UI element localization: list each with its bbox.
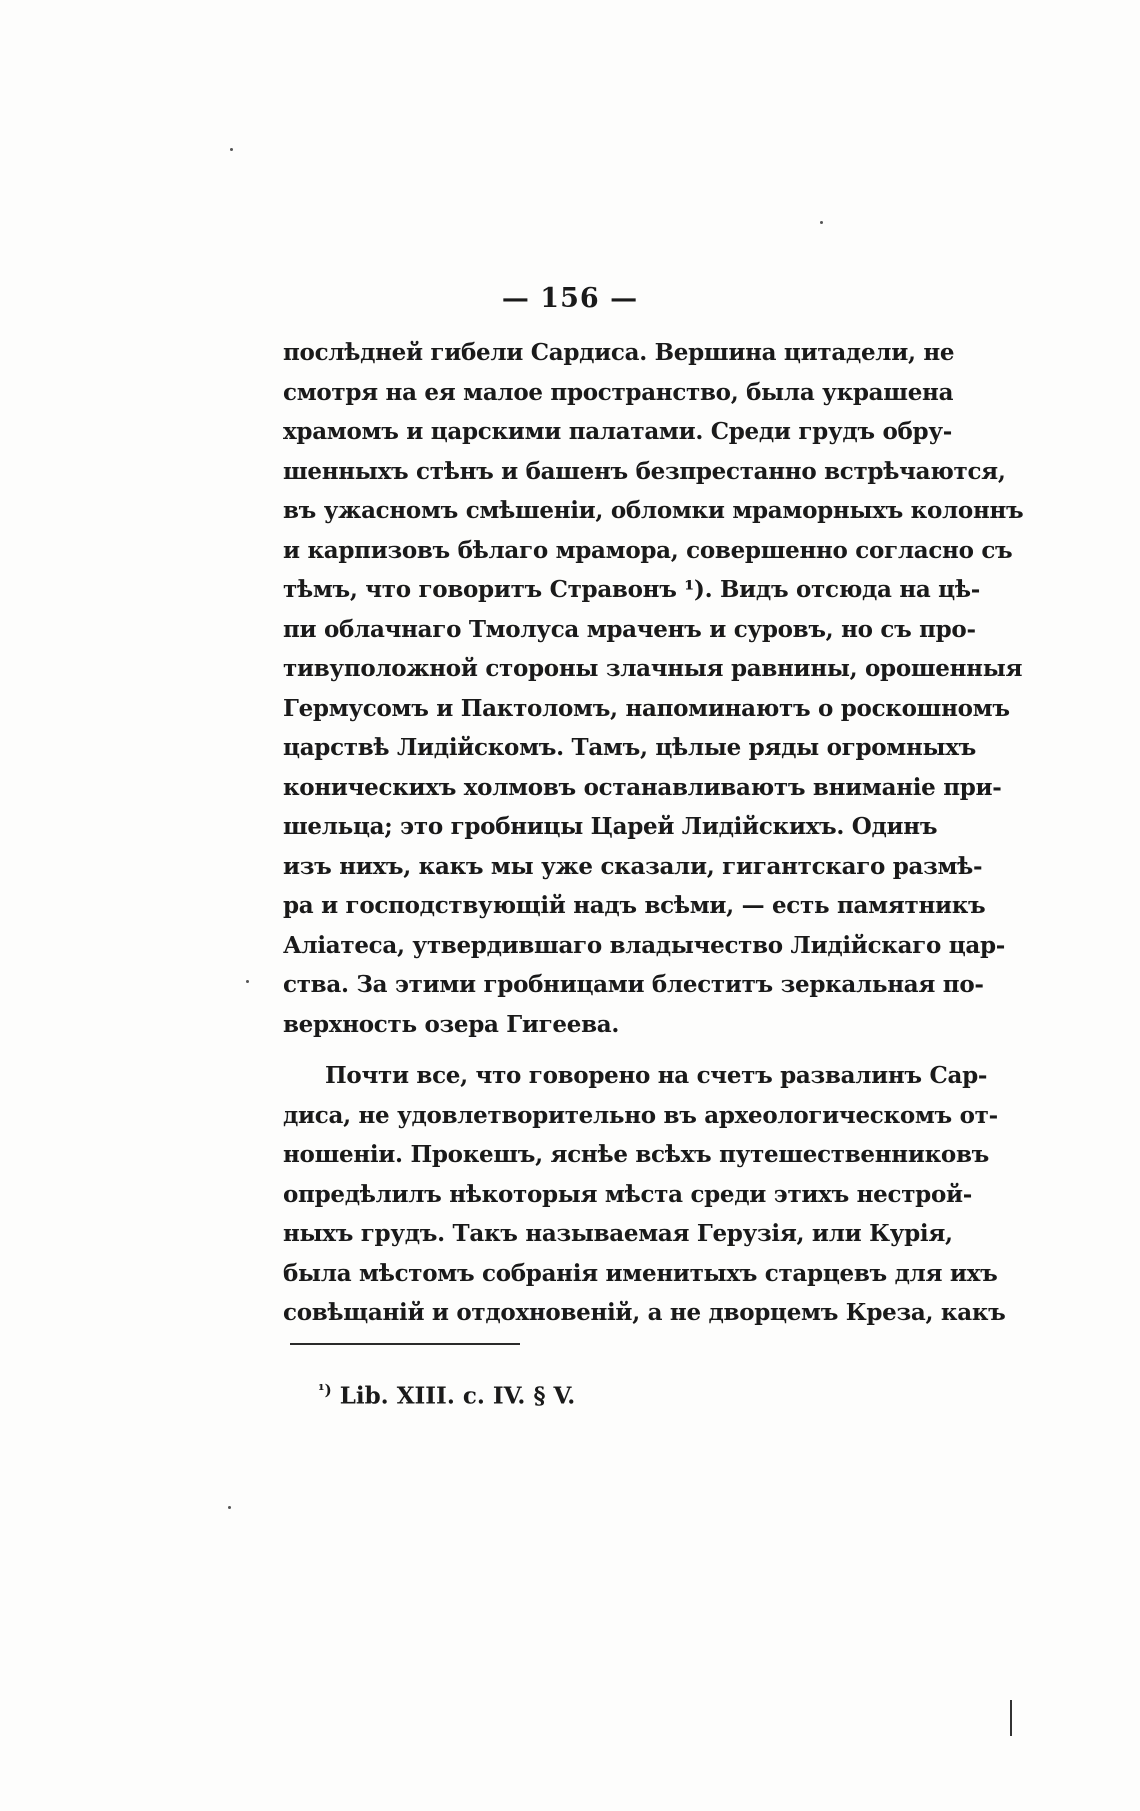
text-line: ра и господствующій надъ всѣми, — есть памятникъ	[283, 892, 986, 919]
paragraph-gap	[283, 1044, 916, 1056]
text-line: Почти все, что говорено на счетъ развалинъ Сар-	[325, 1062, 988, 1089]
text-line: смотря на ея малое пространство, была украшена	[283, 378, 954, 406]
text-line: изъ нихъ, какъ мы уже сказали, гигантскаго размѣ-	[283, 852, 983, 880]
page-number: — 156 —	[501, 283, 639, 314]
footnote-mark: ¹)	[318, 1381, 332, 1399]
text-line: коническихъ холмовъ останавливаютъ вниманіе при-	[283, 773, 1002, 801]
text-line: ношеніи. Прокешъ, яснѣе всѣхъ путешественниковъ	[283, 1141, 989, 1168]
text-line: храмомъ и царскими палатами. Среди грудъ обру-	[283, 418, 953, 445]
text-line: Аліатеса, утвердившаго владычество Лидійскаго цар-	[283, 931, 1006, 959]
text-line: шельца; это гробницы Царей Лидійскихъ. Одинъ	[283, 813, 938, 840]
footnote-text: Lib. XIII. c. IV. § V.	[339, 1382, 576, 1410]
text-line: въ ужасномъ смѣшеніи, обломки мраморныхъ колоннъ	[283, 497, 1024, 524]
text-line: послѣдней гибели Сардиса. Вершина цитадели, не	[283, 339, 955, 366]
scan-speck	[820, 221, 823, 224]
text-line: диса, не удовлетворительно въ археологическомъ от-	[283, 1101, 998, 1129]
scan-edge-mark	[1010, 1700, 1012, 1736]
text-line: совѣщаній и отдохновеній, а не дворцемъ Креза, какъ	[283, 1299, 1006, 1326]
body-text	[283, 333, 1024, 1333]
text-line: была мѣстомъ собранія именитыхъ старцевъ для ихъ	[283, 1259, 998, 1287]
text-line: ства. За этими гробницами блеститъ зеркальная по-	[283, 971, 984, 998]
text-line: опредѣлилъ нѣкоторыя мѣста среди этихъ нестрой-	[283, 1180, 972, 1208]
text-line: царствѣ Лидійскомъ. Тамъ, цѣлые ряды огромныхъ	[283, 734, 976, 761]
text-line: тивуположной стороны злачныя равнины, орошенныя	[283, 655, 1023, 682]
text-line: ныхъ грудъ. Такъ называемая Герузія, или Курія,	[283, 1220, 953, 1247]
text-line: тѣмъ, что говоритъ Стравонъ ¹). Видъ отсюда на цѣ-	[283, 576, 980, 603]
text-line: пи облачнаго Тмолуса мраченъ и суровъ, но съ про-	[283, 615, 976, 643]
text-line: Гермусомъ и Пактоломъ, напоминаютъ о роскошномъ	[283, 694, 1010, 722]
scan-speck	[228, 1506, 231, 1509]
scan-speck	[246, 980, 249, 983]
footnote-rule	[290, 1343, 520, 1345]
text-line: и карпизовъ бѣлаго мрамора, совершенно согласно съ	[283, 536, 1013, 564]
scan-speck	[230, 148, 233, 151]
text-line: верхность озера Гигеева.	[283, 1010, 620, 1038]
text-line: шенныхъ стѣнъ и башенъ безпрестанно встрѣчаются,	[283, 457, 1006, 485]
footnote	[318, 1373, 575, 1414]
